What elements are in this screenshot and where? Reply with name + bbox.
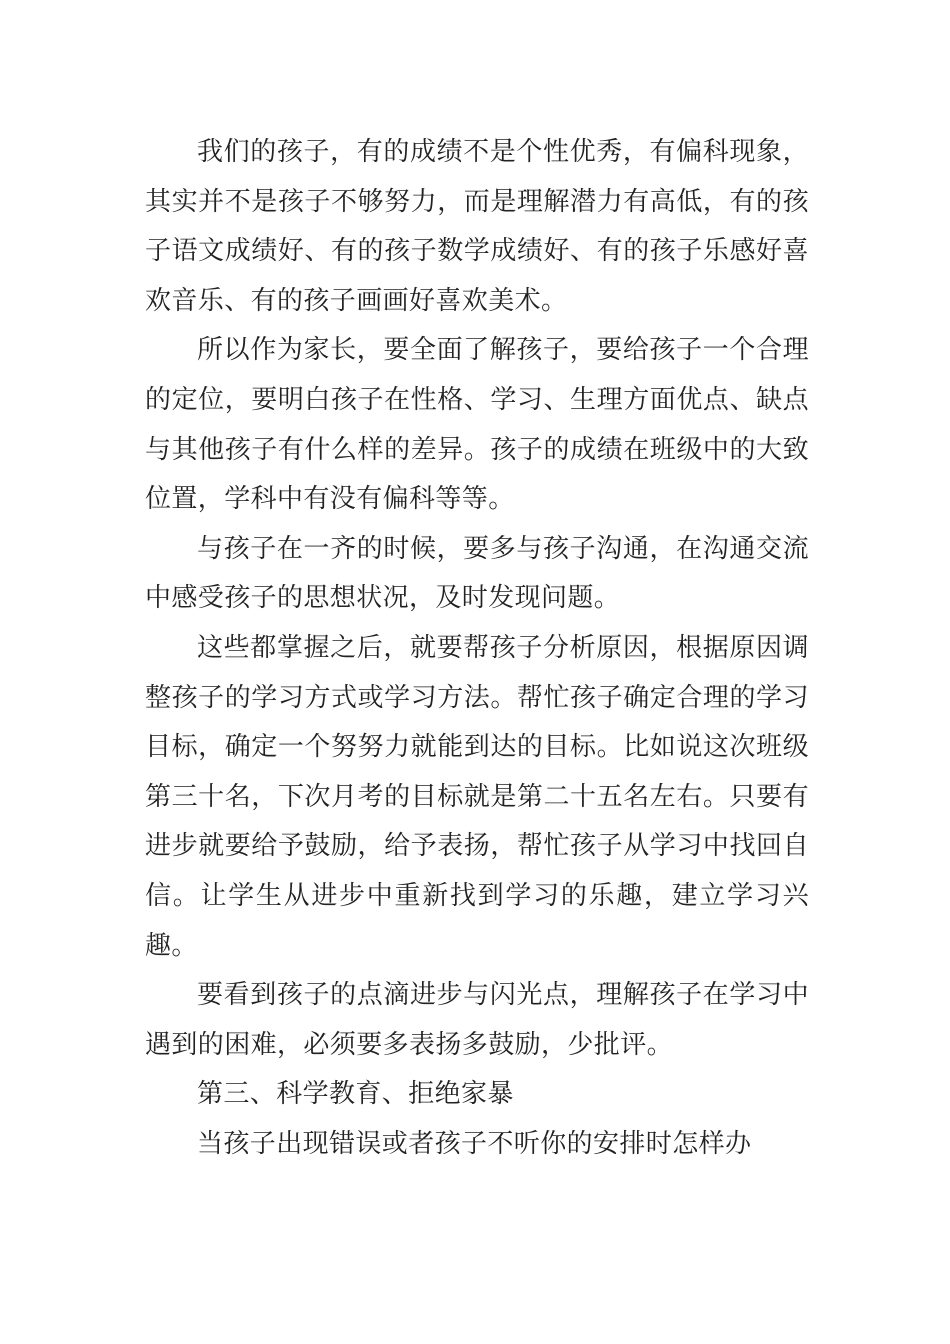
paragraph-children-differences: 我们的孩子，有的成绩不是个性优秀，有偏科现象，其实并不是孩子不够努力，而是理解潜力有高低，有的孩子语文成绩好、有的孩子数学成绩好、有的孩子乐感好喜欢音乐、有的孩子画画好喜欢美术。 <box>145 137 809 316</box>
paragraph-understand-child: 所以作为家长，要全面了解孩子，要给孩子一个合理的定位，要明白孩子在性格、学习、生理方面优点、缺点与其他孩子有什么样的差异。孩子的成绩在班级中的大致位置，学科中有没有偏科等等。 <box>145 335 809 515</box>
document-body <box>145 128 809 1169</box>
paragraph-praise-progress: 要看到孩子的点滴进步与闪光点，理解孩子在学习中遇到的困难，必须要多表扬多鼓励，少批评。 <box>145 980 809 1060</box>
section-heading-scientific-education: 第三、科学教育、拒绝家暴 <box>197 1079 514 1110</box>
paragraph-communicate: 与孩子在一齐的时候，要多与孩子沟通，在沟通交流中感受孩子的思想状况，及时发现问题。 <box>145 533 809 614</box>
paragraph-when-child-errs: 当孩子出现错误或者孩子不听你的安排时怎样办 <box>197 1128 752 1159</box>
paragraph-analyze-set-goals: 这些都掌握之后，就要帮孩子分析原因，根据原因调整孩子的学习方式或学习方法。帮忙孩子确定合理的学习目标，确定一个努努力就能到达的目标。比如说这次班级第三十名，下次月考的目标就是第二十五名左右。只要有进步就要给予鼓励，给予表扬，帮忙孩子从学习中找回自信。让学生从进步中重新找到学习的乐趣，建立学习兴趣。 <box>145 632 809 961</box>
